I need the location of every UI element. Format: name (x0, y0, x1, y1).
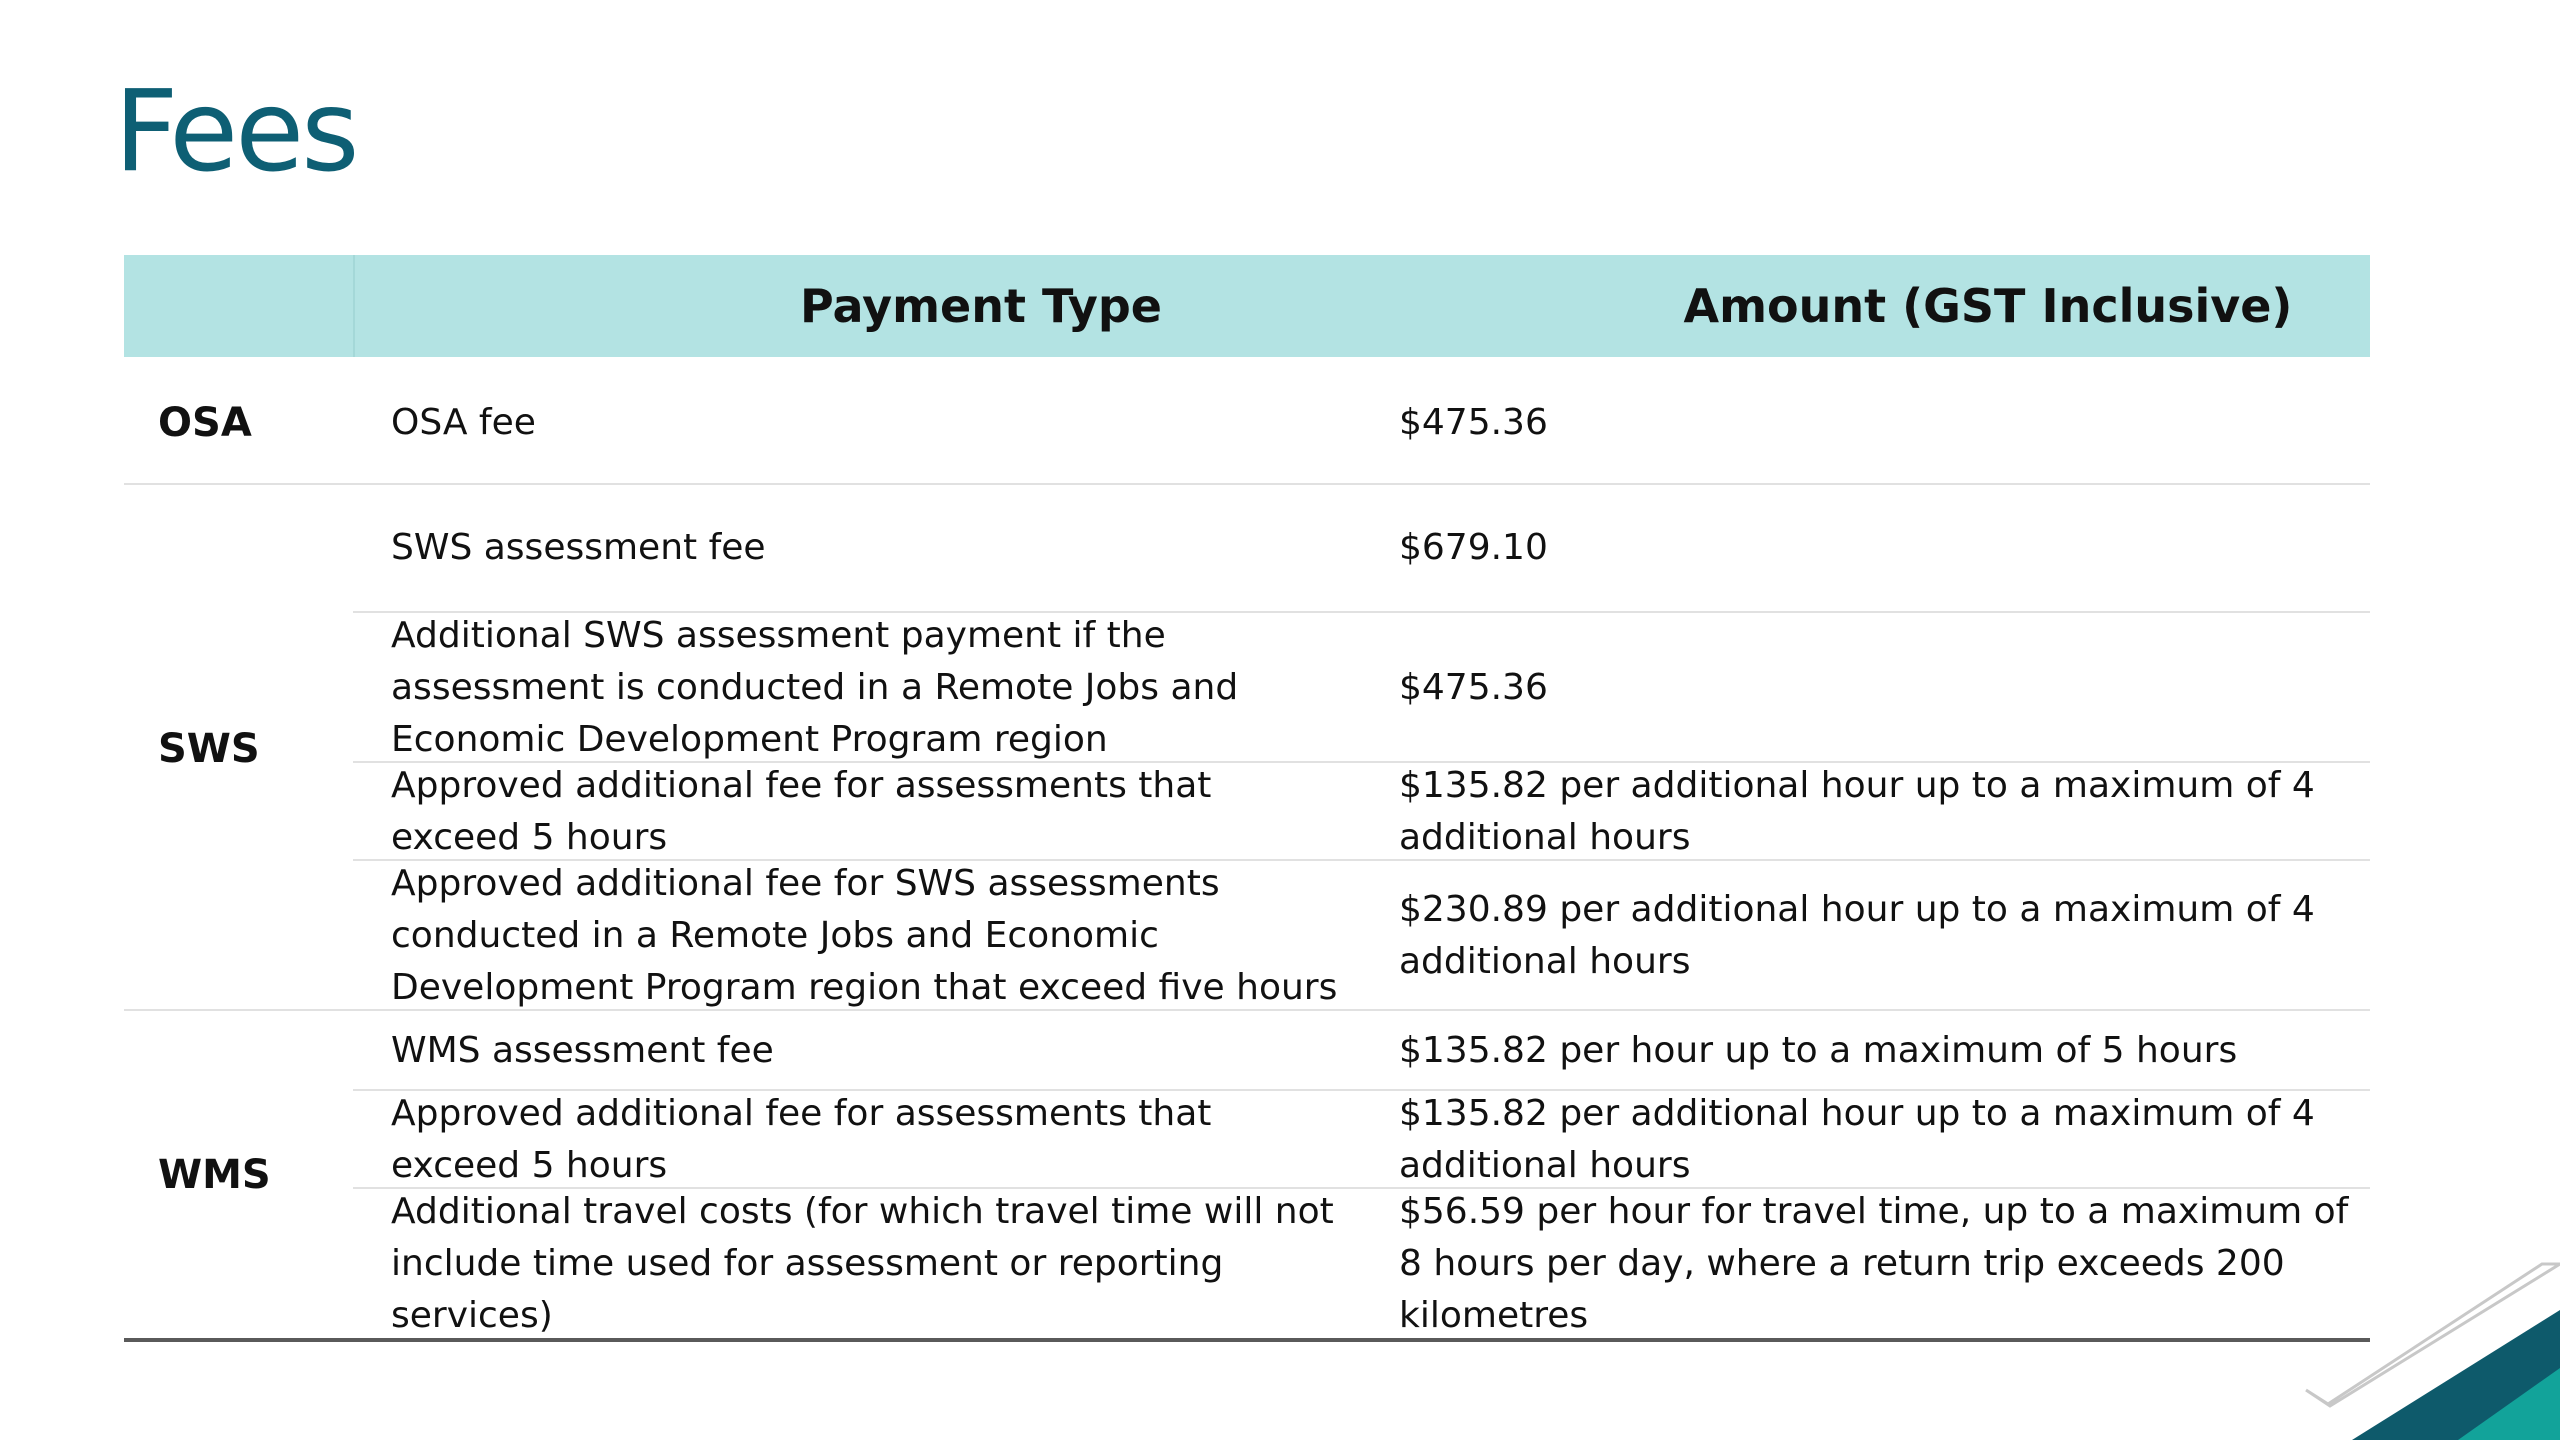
group-label-wms: WMS (158, 1152, 271, 1198)
header-divider (353, 255, 355, 357)
table-row-wms-additional-hours (353, 1091, 2370, 1189)
table-row-sws-additional-hours (353, 763, 2370, 861)
header-amount: Amount (GST Inclusive) (1683, 279, 2293, 333)
payment-type-cell: Additional travel costs (for which travel time will not include time used for assessment or reporting services) (391, 1191, 1334, 1336)
table-row-sws-remote-payment (353, 613, 2370, 763)
payment-type-cell: SWS assessment fee (391, 527, 766, 568)
table-row-osa-fee (353, 361, 2370, 485)
payment-type-cell: Approved additional fee for assessments that exceed 5 hours (391, 765, 1212, 858)
header-payment-type: Payment Type (799, 279, 1162, 333)
amount-cell: $135.82 per hour up to a maximum of 5 hours (1399, 1030, 2238, 1071)
table-row-wms-travel-costs (353, 1189, 2370, 1339)
table-row-wms-assessment (353, 1011, 2370, 1091)
amount-cell: $679.10 (1399, 527, 1548, 568)
group-label-osa: OSA (158, 400, 252, 446)
payment-type-cell: Approved additional fee for assessments that exceed 5 hours (391, 1093, 1212, 1186)
table-row-sws-assessment (353, 485, 2370, 611)
amount-cell: $475.36 (1399, 402, 1548, 443)
payment-type-cell: Approved additional fee for SWS assessments conducted in a Remote Jobs and Economic Development Program region that exceed five hours (391, 863, 1338, 1008)
payment-type-cell: OSA fee (391, 402, 536, 443)
amount-cell: $135.82 per additional hour up to a maximum of 4 additional hours (1399, 765, 2315, 858)
page-title: Fees (114, 67, 357, 197)
amount-cell: $230.89 per additional hour up to a maximum of 4 additional hours (1399, 889, 2315, 982)
amount-cell: $56.59 per hour for travel time, up to a maximum of 8 hours per day, where a return trip exceeds 200 kilometres (1399, 1191, 2349, 1336)
payment-type-cell: WMS assessment fee (391, 1030, 774, 1071)
table-bottom-border (124, 1338, 2370, 1342)
amount-cell: $135.82 per additional hour up to a maximum of 4 additional hours (1399, 1093, 2315, 1186)
table-header-row (124, 255, 2370, 357)
corner-decoration (2290, 1250, 2560, 1440)
payment-type-cell: Additional SWS assessment payment if the assessment is conducted in a Remote Jobs and Economic Development Program region (391, 615, 1239, 760)
table-row-sws-remote-additional (353, 861, 2370, 1011)
amount-cell: $475.36 (1399, 667, 1548, 708)
group-label-sws: SWS (158, 726, 260, 772)
